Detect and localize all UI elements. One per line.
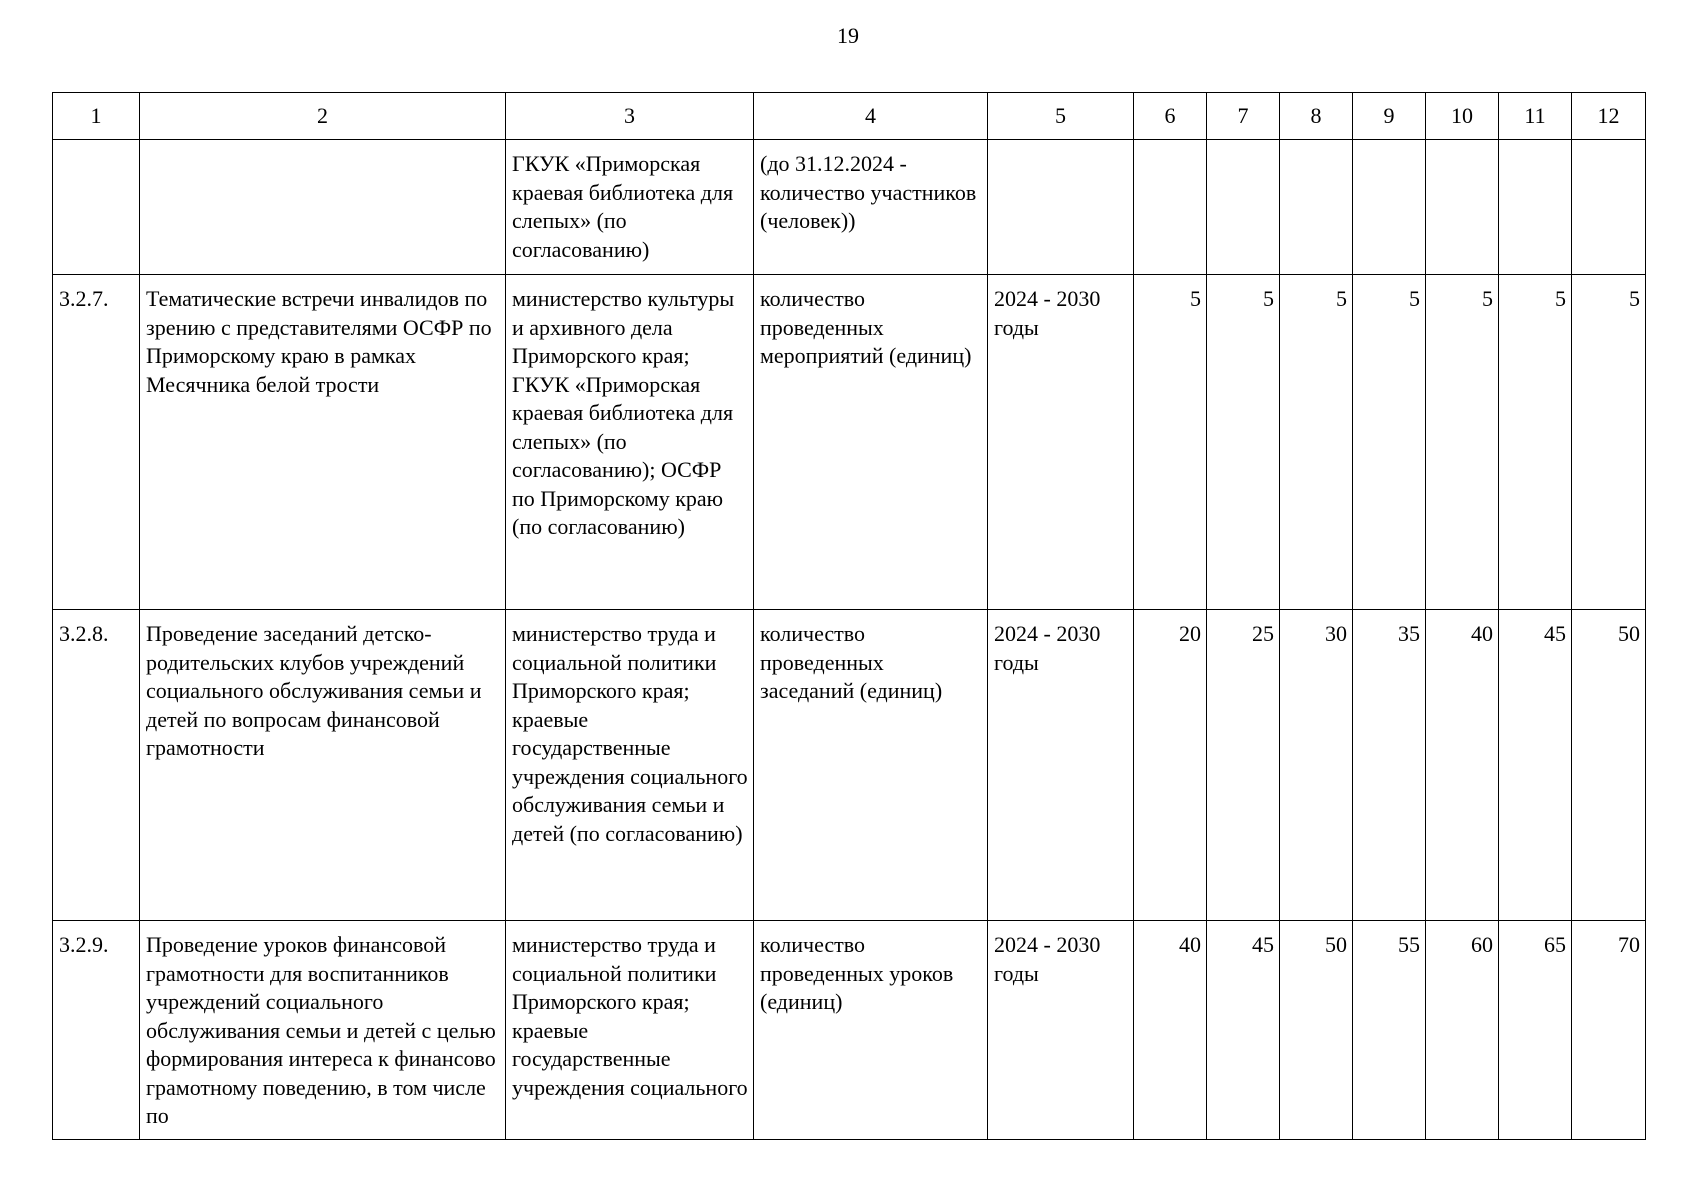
item-value: 50	[1280, 921, 1353, 1140]
item-name	[140, 140, 506, 275]
item-value: 45	[1499, 610, 1572, 921]
item-period: 2024 - 2030 годы	[988, 610, 1134, 921]
item-name: Тематические встречи инвалидов по зрению с представителями ОСФР по Приморскому краю в рамках Месячника белой трости	[140, 275, 506, 610]
header-cell: 8	[1280, 93, 1353, 140]
item-value: 70	[1572, 921, 1646, 1140]
page-number: 19	[837, 23, 859, 48]
item-value	[1134, 140, 1207, 275]
item-code: 3.2.8.	[53, 610, 140, 921]
item-value	[1572, 140, 1646, 275]
header-cell: 11	[1499, 93, 1572, 140]
header-row	[53, 93, 1646, 140]
item-value: 60	[1426, 921, 1499, 1140]
item-value: 5	[1353, 275, 1426, 610]
item-code	[53, 140, 140, 275]
table-row	[53, 921, 1646, 1140]
item-value	[1280, 140, 1353, 275]
table-row	[53, 275, 1646, 610]
header-cell: 10	[1426, 93, 1499, 140]
header-cell: 7	[1207, 93, 1280, 140]
item-executor: ГКУК «Приморская краевая библиотека для слепых» (по согласованию)	[506, 140, 754, 275]
header-cell: 4	[754, 93, 988, 140]
table-row	[53, 140, 1646, 275]
header-cell: 6	[1134, 93, 1207, 140]
item-value	[1207, 140, 1280, 275]
header-cell: 9	[1353, 93, 1426, 140]
item-value	[1426, 140, 1499, 275]
item-period: 2024 - 2030 годы	[988, 275, 1134, 610]
item-value: 40	[1426, 610, 1499, 921]
item-value: 35	[1353, 610, 1426, 921]
item-executor: министерство культуры и архивного дела Приморского края; ГКУК «Приморская краевая библиотека для слепых» (по согласованию); ОСФР по Приморскому краю (по согласованию)	[506, 275, 754, 610]
item-period	[988, 140, 1134, 275]
item-name: Проведение уроков финансовой грамотности для воспитанников учреждений социального обслуживания семьи и детей с целью формирования интереса к финансово грамотному поведению, в том числе по	[140, 921, 506, 1140]
header-cell: 2	[140, 93, 506, 140]
item-indicator: количество проведенных мероприятий (единиц)	[754, 275, 988, 610]
item-code: 3.2.9.	[53, 921, 140, 1140]
item-indicator: количество проведенных уроков (единиц)	[754, 921, 988, 1140]
header-cell: 5	[988, 93, 1134, 140]
item-indicator: (до 31.12.2024 - количество участников (человек))	[754, 140, 988, 275]
header-cell: 12	[1572, 93, 1646, 140]
item-value: 45	[1207, 921, 1280, 1140]
item-value	[1353, 140, 1426, 275]
item-executor: министерство труда и социальной политики Приморского края; краевые государственные учреждения социального обслуживания семьи и детей (по согласованию)	[506, 610, 754, 921]
item-value: 25	[1207, 610, 1280, 921]
item-indicator: количество проведенных заседаний (единиц)	[754, 610, 988, 921]
item-executor: министерство труда и социальной политики Приморского края; краевые государственные учреждения социального	[506, 921, 754, 1140]
measures-table	[52, 92, 1646, 1140]
item-value: 5	[1134, 275, 1207, 610]
item-value	[1499, 140, 1572, 275]
item-period: 2024 - 2030 годы	[988, 921, 1134, 1140]
item-name: Проведение заседаний детско-родительских клубов учреждений социального обслуживания семьи и детей по вопросам финансовой грамотности	[140, 610, 506, 921]
item-value: 65	[1499, 921, 1572, 1140]
item-value: 40	[1134, 921, 1207, 1140]
item-value: 5	[1280, 275, 1353, 610]
item-value: 50	[1572, 610, 1646, 921]
item-value: 5	[1207, 275, 1280, 610]
header-cell: 3	[506, 93, 754, 140]
item-value: 20	[1134, 610, 1207, 921]
item-value: 5	[1426, 275, 1499, 610]
item-value: 5	[1572, 275, 1646, 610]
header-cell: 1	[53, 93, 140, 140]
item-value: 5	[1499, 275, 1572, 610]
item-code: 3.2.7.	[53, 275, 140, 610]
item-value: 30	[1280, 610, 1353, 921]
table-row	[53, 610, 1646, 921]
item-value: 55	[1353, 921, 1426, 1140]
